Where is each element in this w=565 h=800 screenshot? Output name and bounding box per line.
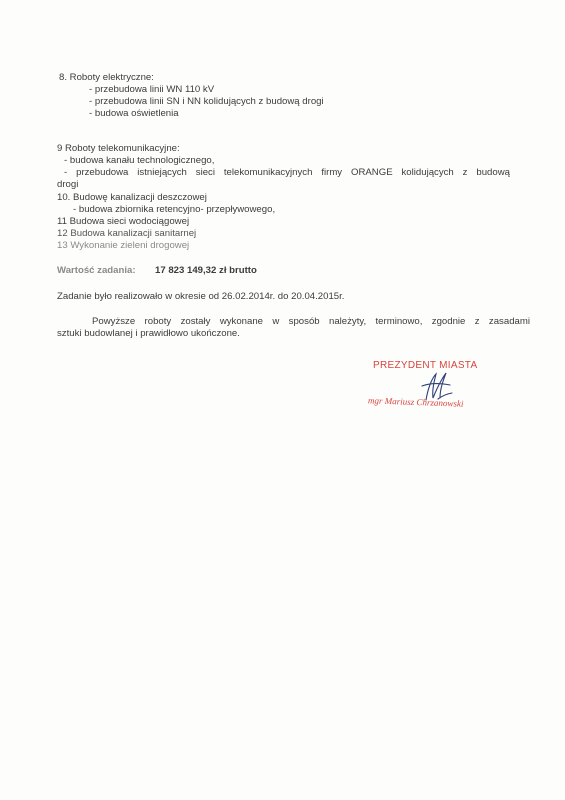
value-label <box>57 265 136 277</box>
mayor-stamp <box>355 360 505 430</box>
section-12: 12 Budowa kanalizacji sanitarnej <box>57 228 197 239</box>
section-10-heading: 10. Budowę kanalizacji deszczowej <box>57 192 207 203</box>
section-8-item-2: - przebudowa linii SN i NN kolidujących z budową drogi <box>89 96 324 107</box>
section-9-item-2-line-1: - przebudowa istniejących sieci telekomunikacyjnych firmy ORANGE kolidujących z budową <box>64 167 510 178</box>
statement-line-2: sztuki budowlanej i prawidłowo ukończone. <box>57 328 240 339</box>
section-13: 13 Wykonanie zieleni drogowej <box>57 240 190 251</box>
section-9-item-2-line-2: drogi <box>57 179 79 190</box>
section-8-heading: 8. Roboty elektryczne: <box>59 72 154 83</box>
stamp-title: PREZYDENT MIASTA <box>373 360 478 371</box>
value-amount: 17 823 149,32 zł brutto <box>155 265 257 276</box>
section-9-heading: 9 Roboty telekomunikacyjne: <box>57 143 180 154</box>
realization-period: Zadanie było realizowało w okresie od 26.02.2014r. do 20.04.2015r. <box>57 291 345 302</box>
section-8-item-3: - budowa oświetlenia <box>89 108 179 119</box>
section-8-item-1: - przebudowa linii WN 110 kV <box>89 84 215 95</box>
statement-line-1: Powyższe roboty zostały wykonane w sposób należyty, terminowo, zgodnie z zasadami <box>92 316 530 327</box>
section-10-item: - budowa zbiornika retencyjno- przepływowego, <box>73 204 276 215</box>
section-9-item-1: - budowa kanału technologicznego, <box>64 155 215 166</box>
value-label-text: Wartość zadania: <box>57 265 136 276</box>
section-11: 11 Budowa sieci wodociągowej <box>57 216 190 227</box>
stamp-name: mgr Mariusz Chrzanowski <box>367 395 464 409</box>
